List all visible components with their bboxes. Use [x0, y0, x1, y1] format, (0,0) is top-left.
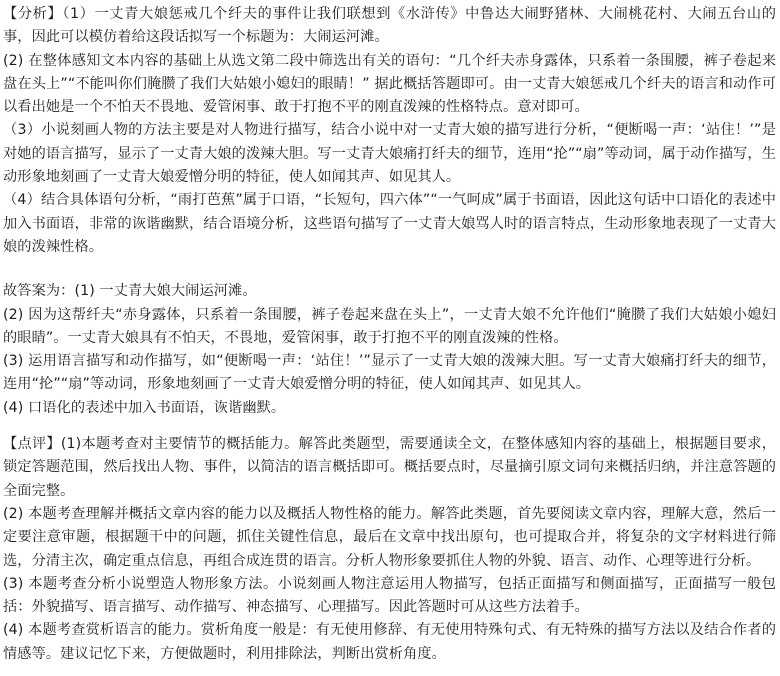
section-divider: [3, 420, 776, 433]
comment-paragraph-4: (4) 本题考查赏析语言的能力。赏析角度一般是：有无使用修辞、有无使用特殊句式、有无特殊的描写方法以及结合作者的情感等。建议记忆下来，方便做题时，利用排除法，判断出赏析角度。: [3, 622, 776, 662]
analysis-section: [3, 3, 776, 259]
answer-paragraph-3: (3) 运用语言描写和动作描写，如“便断喝一声：‘站住！’”显示了一丈青大娘的泼辣大胆。写一丈青大娘痛打纤夫的细节，连用“抡”“扇”等动词，形象地刻画了一丈青大娘爱憎分明的特征，使人如闻其声、如见其人。: [3, 353, 776, 393]
answer-paragraph-4: (4) 口语化的表述中加入书面语，诙谐幽默。: [3, 399, 286, 416]
analysis-paragraph-3: （3）小说刻画人物的方法主要是对人物进行描写，结合小说中对一丈青大娘的描写进行分析，“便断喝一声：‘站住！’”是对她的语言描写，显示了一丈青大娘的泼辣大胆。写一丈青大娘痛打纤夫的细节，连用“抡”“扇”等动词，属于动作描写，生动形象地刻画了一丈青大娘爱憎分明的特征，使人如闻其声、如见其人。: [3, 122, 776, 186]
analysis-paragraph-2: (2) 在整体感知文本内容的基础上从选文第二段中筛选出有关的语句：“几个纤夫赤身露体，只系着一条围腰，裤子卷起来盘在头上”“不能叫你们腌臜了我们大姑娘小媳妇的眼睛！” 据此概括答题即可。由一丈青大娘惩戒几个纤夫的语言和动作可以看出她是一个不怕天不畏地、爱管闲事、敢于打抱不平的刚直泼辣的性格特点。意对即可。: [3, 52, 776, 116]
comment-paragraph-3: (3) 本题考查分析小说塑造人物形象方法。小说刻画人物注意运用人物描写，包括正面描写和侧面描写，正面描写一般包括：外貌描写、语言描写、动作描写、神态描写、心理描写。因此答题时可从这些方法着手。: [3, 575, 776, 616]
analysis-paragraph-1: 【分析】（1）一丈青大娘惩戒几个纤夫的事件让我们联想到《水浒传》中鲁达大闹野猪林、大闹桃花村、大闹五台山的事，因此可以模仿着给这段话拟写一个标题为：大闹运河滩。: [3, 6, 776, 46]
section-divider: [3, 259, 776, 280]
answer-paragraph-2: (2) 因为这帮纤夫“赤身露体，只系着一条围腰，裤子卷起来盘在头上”，一丈青大娘不允许他们“腌臜了我们大姑娘小媳妇的眼睛”。一丈青大娘具有不怕天，不畏地，爱管闲事，敢于打抱不平的刚直泼辣的性格。: [3, 306, 776, 346]
analysis-paragraph-4: （4）结合具体语句分析，“雨打芭蕉”属于口语，“长短句，四六体”“一气呵成”属于书面语，因此这句话中口语化的表述中加入书面语，非常的诙谐幽默，结合语境分析，这些语句描写了一丈青大娘骂人时的语言特点，生动形象地表现了一丈青大娘的泼辣性格。: [3, 192, 776, 255]
answer-section: [3, 280, 776, 420]
comment-paragraph-1: 【点评】(1)本题考查对主要情节的概括能力。解答此类题型，需要通读全文，在整体感知内容的基础上，根据题目要求，锁定答题范围，然后找出人物、事件，以简洁的语言概括即可。概括要点时，尽量摘引原文词句来概括归纳，并注意答题的全面完整。: [3, 436, 776, 499]
comment-section: [3, 433, 776, 666]
comment-paragraph-2: (2) 本题考查理解并概括文章内容的能力以及概括人物性格的能力。解答此类题，首先要阅读文章内容，理解大意，然后一定要注意审题，根据题干中的问题，抓住关键性信息，最后在文章中找出原句，也可提取合并，将复杂的文字材料进行筛选，分清主次，确定重点信息，再组合成连贯的语言。分析人物形象要抓住人物的外貌、语言、动作、心理等进行分析。: [3, 505, 776, 569]
answer-paragraph-1: 故答案为：(1) 一丈青大娘大闹运河滩。: [3, 283, 257, 300]
